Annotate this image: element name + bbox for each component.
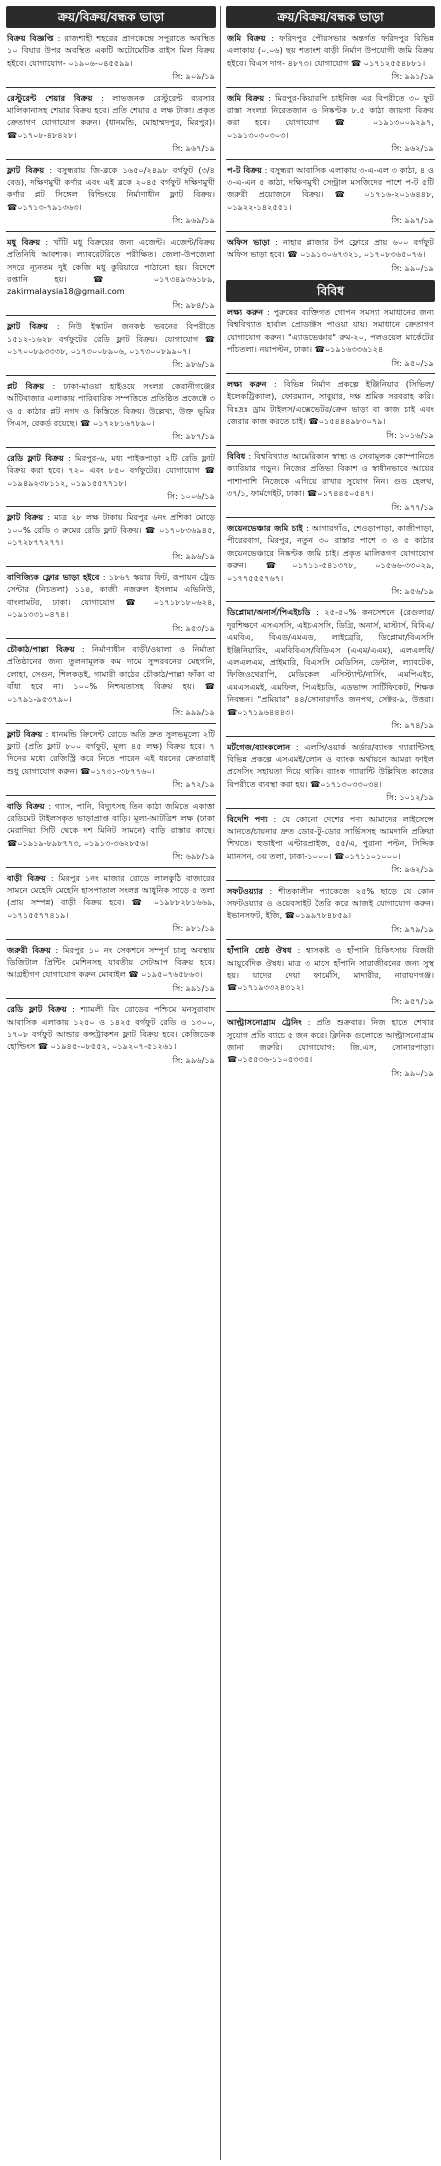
ad-code: সি: ৬৯৮/১৯ (172, 851, 215, 862)
ad-text (227, 813, 434, 863)
left-column (6, 6, 216, 1066)
ad-code: সি: ৯৯৯/১৯ (172, 707, 215, 718)
ad-body: : আগারগাঁও, শেওড়াপাড়া, কাজীপাড়া, পীরেরবাগ, মিরপুর, নতুন ৩০ রাস্তার পাশে ৩ ও ৫ কাঠার জয়েনভেঞ্চারে নিষ্কণ্টক জমি চাই। প্রকৃত মালিকগণ যোগাযোগ করুন। ☎০১৭১১-৫৪১৩৭৮, ০১৫৬৬-৩৩০২৯, ০১৭৭৫৫৫৭৬৭। (227, 523, 435, 583)
ad-title: রেডি ফ্লাট বিক্রয় (7, 1004, 67, 1015)
ad-separator (226, 517, 435, 518)
ad-text (227, 606, 434, 718)
misc-ad-list (226, 306, 435, 1079)
ad-title: ফ্লাট বিক্রয় (7, 728, 43, 739)
ad-separator (6, 867, 216, 868)
ad-code: সি: ৯৯৬/১৯ (172, 550, 215, 561)
ad-code: সি: ৯৬২/১৯ (391, 143, 434, 154)
section-header-misc: বিবিধ (226, 280, 435, 302)
classified-ad (226, 1016, 435, 1079)
ad-code: সি: ৯৯০/১৯ (391, 262, 434, 273)
classified-ad (6, 643, 216, 718)
ad-text (7, 380, 215, 430)
ad-text (227, 378, 434, 428)
ad-separator (226, 373, 435, 374)
ad-code: সি: ১০০৬/১৯ (167, 491, 215, 501)
ad-title: জমি বিক্রয় (227, 33, 266, 43)
ad-body: : পুরুষের ব্যক্তিগত গোপন সমস্যা সমাধানের জন্য বিশ্ববিখ্যাত হার্বাল প্রোডাক্টস পাওয়া যায়। সমাধানে ক্রেতাগণ যোগাযোগ করুন। "এ্যাডভেঞ্চার" রুম-২০, পলওয়েল মার্কেটের পাঁচতলা। নয়াপল্টন, ঢাকা। ☎০১৯১৬৩৩৬১২৪ (227, 306, 435, 355)
ad-code: সি: ৯৮৭/১৯ (172, 431, 215, 442)
ad-title: প্লট বিক্রয় (7, 380, 45, 391)
classified-ad (6, 800, 216, 863)
ad-code: সি: ৯৯১/১৯ (391, 71, 434, 82)
classified-ad (6, 236, 216, 311)
ad-text (227, 450, 434, 500)
ad-body: : নাহার প্লাজার টপ ফ্লোরে প্রায় ৬০০ বর্গফুট অফিস ভাড়া হবে। ☎ ০১৯১৩০৬৭৩২১, ০১৭০৮৩৬৫০৭৬। (227, 236, 434, 260)
ad-body: : বসুন্ধরায় জি-ব্লকে ১৬৫০/২৪৯৮ বর্গফুট (৩/৪ বেড), দক্ষিণমুখী কর্ণার এবং এই ব্লকে ২০৪৫ বর্গফুট দক্ষিণমুখী কর্ণার প্লট সিঙ্গেল বিল্ডিংয়ে নির্মাণাধীন ফ্লাট বিক্রয়। ☎০১৭১৩-৭৯১৩৬৩। (7, 164, 215, 212)
ad-title: রেডি ফ্লাট বিক্রয় (7, 452, 64, 463)
ad-body: : বিশ্ববিখ্যাত আমেরিকান স্বাস্থ্য ও সেবামূলক কোম্পানিতে ক্যারিয়ার গড়ুন। নিজের প্রতিভা বিকাশ ও স্বাধীনভাবে আয়ের পাশাপাশি নিজেকে এগিয়ে রাখার সুযোগ নিন। গুড হেলথ, ৩৭/১, ফার্মগেইট, ঢাকা। ☎০১৭৪৪৫০৫৪৭। (227, 450, 435, 499)
ad-text (7, 32, 215, 69)
classified-ad (226, 378, 435, 441)
ad-text (227, 236, 434, 261)
ad-text (227, 306, 434, 356)
classified-ad (6, 728, 216, 791)
classified-ad (226, 92, 435, 155)
ad-text (227, 32, 434, 69)
ad-body: : ফরিদপুর পৌরসভার অন্তর্গত ফরিদপুর বিভিন্ন এলাকায় (০.০৬) ছয় শতাংশ বাড়ী নির্মাণ উপযোগী জমি বিক্রয় হইবে। বিএস দাগ- ৪৮৭৩। যোগাযোগ ☎ ০১৭১২৫৫৪৮৮১। (227, 33, 435, 68)
ad-body: : গ্যাস, পানি, বিদ্যুৎসহ তিন কাঠা জমিতে একাত্তা রেডিমেট টাইলসকৃত ভাড়াপ্রাপ্ত বাড়ি। মূল্য-আটত্রিশ লক্ষ (ঢাকা মেরাদিয়া সিটি থেকে দশ মিনিট সামনে) বাড়ি রাস্তার কাছে। ☎০১৯১৯-৮৯৮৭৭৩, ০১৯১৩-৩৬২৮৫৬। (7, 800, 215, 848)
ad-code: সি: ৯৮৪/১৯ (172, 299, 215, 310)
classified-ad (6, 380, 216, 443)
ad-body: : খাঁটি মধু বিক্রয়ের জন্য এজেন্ট। এজেন্ট/বিক্রয় প্রতিনিধি আবশ্যক। ল্যাবরেটরিতে পরীক্ষিত। জেলা-উপজেলা সদরে ন্যূনতম দুই কেজি মধু কুরিয়ারে পাঠানো হয়। বিদেশে রপ্তানি হয়। ☎ ০১৭৩৪৯৩৬১৮৯, zakirmalaysia18@gmail.com (7, 236, 215, 297)
ad-separator (226, 445, 435, 446)
ad-title: জমি বিক্রয় (227, 92, 265, 103)
ad-code: সি: ৯৬৭/১৯ (172, 143, 215, 154)
ad-separator (226, 939, 435, 940)
ad-body: : নির্মাণাধীন বাড়ী/ওয়ালা ও নির্মাতা প্রতিষ্ঠানের জন্য তুলনামূলক কম দামে সুন্দরবনের মেহগনি, লোহা, সেগুন, শিলকড়ই, গামারী কাঠের চৌকাঠ/পাল্লা ফাঁকা বা বাঁধা হবে না। ১০০% নিশ্চয়তাসহ বিক্রয় হয়। ☎ ০১৭৯১-৯৫৩৭৯০। (7, 644, 216, 704)
ad-text (7, 236, 215, 298)
ad-separator (226, 1011, 435, 1012)
ad-text (227, 741, 434, 791)
ad-title: ডিপ্লোমা/অনার্স/পিএইচডি (227, 607, 311, 618)
ad-code: সি: ৯৫৭/১৯ (391, 995, 434, 1006)
ad-text (227, 164, 434, 214)
ad-text (7, 728, 215, 778)
ad-title: হাঁপানি শ্রেষ্ঠ ঔষধ (227, 945, 292, 956)
classified-ad (6, 1003, 216, 1066)
ad-title: ফ্লাট বিক্রয় (7, 512, 44, 523)
ad-title: বিদেশি পণ্য (227, 813, 268, 824)
left-ad-list (6, 32, 216, 1066)
section-header-buy-sell: ক্রয়/বিক্রয়/বন্ধক ভাড়া (6, 6, 216, 28)
ad-code: সি: ৯৮১/১৯ (172, 923, 215, 934)
ad-body: : মাত্র ২৮ লক্ষ টাকায় মিরপুর ৬নং প্রশিকা মোড়ে ১০০% রেডি ৩ রুমের রেডি ফ্লাট বিক্রয়। ☎ ০১৭০৮৩৬৯৪৫, ০১৭২৮৭৭২৭৭। (7, 512, 215, 548)
classified-ad (6, 32, 216, 83)
ad-body: : লাভজনক রেস্টুরেন্ট ব্যবসার মালিকানাসহ শেয়ার বিক্রয় হবে। প্রতি শেয়ার ৫ লক্ষ টাকা। প্রকৃত ক্রেতাগণ যোগাযোগ করুন। (ধানমন্ডি, মোহাম্মদপুর, মিরপুর)। ☎০১৭০৮-৪৮৪২৮। (7, 92, 215, 140)
ad-title: সফটওয়্যার (227, 885, 263, 896)
ad-title: লক্ষ্য করুন (227, 378, 267, 389)
ad-body: : মিরপুর-কিয়ারপি চাইনিজ এর বিপরীতে ৩০ ফুট রাস্তা সংলগ্ন নিরেতজান ও নিষ্কণ্টক ৮.৫ কাঠা জায়গা বিক্রয় করা হবে। যোগাযোগ ☎ ০১৯১৩০০৯২৯৭, ০১৯১৩০৩০৩০৩। (227, 92, 434, 140)
classified-ad (6, 164, 216, 227)
classified-ad (226, 164, 435, 227)
ad-separator (6, 566, 216, 567)
ad-code: সি: ৯৬৯/১৯ (172, 215, 215, 226)
ad-text (7, 452, 215, 489)
classified-ad (226, 741, 435, 804)
ad-text (7, 1003, 215, 1053)
ad-separator (226, 159, 435, 160)
ad-body: : বিভিন্ন নির্মাণ প্রকল্পে ইঞ্জিনিয়ার (সিভিল/ইলেকট্রিক্যাল), ফোরম্যান, সাবুয়ার, দক্ষ শ্রমিক সরবরাহ করি। বিঃদ্রঃ ড্রাম টাইলস/এক্সেভেটর/ক্রেন ভাড়া বা কাজ চাই এবং জেরার কাজ করতে চাই। ☎০১৫৪৪৪৯৮৩০৭৯। (227, 378, 435, 427)
ad-body: : প্রতি শুক্রবার। নিজ হাতে শেখার সুযোগ প্রতি ব্যাচে ৫ জন করে। ক্লিনিক গুলোতে আল্ট্রাসনোগ্রাম জানা জরুরি। যোগাযোগ: জি.এস, সোনারপাড়া। ☎০১৫৫৩৬-১১০৫৩৩৫। (227, 1017, 434, 1065)
ad-code: সি: ১০১৬/১৯ (386, 429, 434, 440)
ad-title: প-ট বিক্রয় (227, 164, 262, 175)
ad-body: : শীতকালীন প্যাকেজে ২৫% ছাড়ে যে কোন সফটওয়্যার ও ওয়েবসাইট তৈরি করে আজই যোগাযোগ করুন। ইভানসফট, ইজি, ☎০১৯৯৭৮৪৮৫৯। (227, 885, 434, 921)
section-header-buy-sell-right: ক্রয়/বিক্রয়/বন্ধক ভাড়া (226, 6, 435, 28)
ad-body: : ঢাকা-মাওয়া হাইওয়ে সংলগ্ন কেরানীগঞ্জের আঁটিবাজার এলাকায় পারিবারিক সম্পত্তিতে প্রতিষ্ঠিত প্রজেক্টে ৩ ও ৫ কাঠার প্লট নগদ ও কিস্তিতে বিক্রয়। উল্লেখ্য, উক্ত ভূমির সিএস, রেকর্ড রয়েছে। ☎ ০১৭২৮১৬৭৮৯০। (7, 380, 215, 428)
ad-body: : যে কোনো দেশের পণ্য আমাদের লাইসেন্সে আনতে/চায়নার দ্রুত ডোর-টু-ডোর সার্ভিসসহ আমদানি প্রক্রিয়া শিখতে। হুডাইপা এন্টারপ্রাইজ, ৫৫/এ, পুরানা পল্টন, সিদ্দিক ম্যানসন, ৩য় তলা, ঢাকা-১০০০। ☎০১৭১১০১০০০। (227, 813, 434, 861)
ad-text (227, 92, 434, 142)
ad-body: : বসুন্ধরা আবাসিক এলাকায় ৩-এ-এল ৩ কাঠা, ৪ ও ৩-এ-এন ৫ কাঠা, দক্ষিণমুখী সেন্ট্রাল মসজিদের পাশে প-ট ৫টি জরুরী প্রয়োজনে বিক্রয়। ☎ ০১৭১৬-২০১৬৪৪৮, ০১৯২২-১৪২৫৫১। (227, 164, 434, 212)
ad-body: : ১৮৬৭ স্কয়ার ফিট, রূপায়ন ট্রেড সেন্টার (নিচতলা) ১১৪, কাজী নজরুল ইসলাম এভিনিউ, বাংলামটর, ঢাকা। যোগাযোগ ☎ ০১৭১৮১৮০৬২৪, ০১৯১৩৩১০৪৭৪। (7, 572, 215, 620)
ad-body: : নিউ ইস্কাটন জনকণ্ঠ ভবনের বিপরীতে ১৫১২-১৬২৮ বর্গফুটের রেডি ফ্লাট বিক্রয়। যোগাযোগ ☎ ০১৭০০৮৯৩৩৩৮, ০১৭৩০০৮৯০৬, ০১৭৩০০৮৯৯০৭। (7, 321, 215, 356)
ad-code: সি: ৯৭৯/১৯ (391, 923, 434, 934)
ad-body: : এলসি/ওয়ার্ক অর্ডার/ব্যাংক গ্যারান্টিসহ বিভিন্ন প্রকল্পে এসএমই/লোন ও ব্যাংক অর্থায়নে আমরা ফাইল প্রসেসিং সহায়তা দিয়ে থাকি। ব্যাংক গ্যারান্টি উল্লিখিত কাজের বিপরীতে ব্যবস্থা করা হয়। ☎০১৭১৩০৩৩০৩৪। (227, 741, 435, 789)
ad-text (7, 872, 215, 922)
ad-code: সি: ৯৯০/১৯ (391, 1067, 434, 1078)
ad-body: : ধানমন্ডি ক্রিসেন্ট রোডে অতি দ্রুত সুলভমূল্যে ২টি ফ্লাট (প্রতি ফ্লাট ৮০০ বর্গফুট, মূল্য ৪৫ লক্ষ) বিক্রয় হবে। ৭ দিনের মধ্যে রেজিস্ট্রি করে নিতে পারেন এই ধরনের ক্রেতারাই শুধু যোগাযোগ করুন। ☎০১৭৩১-৩৮৭৭৬০। (7, 728, 215, 776)
classified-ad (226, 606, 435, 731)
ad-title: বিবিধ (227, 450, 246, 461)
ad-code: সি: ৯৮৬/১৯ (172, 359, 215, 370)
ad-text (7, 643, 215, 705)
ad-code: সি: ৯৬২/১৯ (391, 864, 434, 875)
classified-ad (226, 236, 435, 274)
ad-code: সি: ৯০৯/১৯ (172, 71, 215, 82)
classified-ad (6, 452, 216, 503)
ad-separator (6, 159, 216, 160)
ad-separator (226, 87, 435, 88)
ad-code: সি: ১০১২/১৯ (386, 792, 434, 803)
ad-body: : মিরপুর-৬, মধ্য পাইকপাড়া ২টি রেডি ফ্লাট বিক্রয় করা হবে। ৭২০ এবং ৮৫০ বর্গফুটের। যোগাযোগ ☎ ০১৯৪৯২৩৮১১২, ০১৯১৫৫৭৭১৮। (7, 452, 215, 488)
ad-code: সি: ৯৯৬/১৯ (172, 1054, 215, 1065)
ad-text (227, 522, 434, 584)
classified-ad (6, 872, 216, 935)
ad-separator (226, 231, 435, 232)
ad-title: মর্টগেজ/ব্যাংকলোন (227, 741, 291, 752)
classified-ad (6, 944, 216, 995)
ad-title: বাড়ী বিক্রয় (7, 872, 46, 883)
classified-ad (226, 32, 435, 83)
ad-code: সি: ৯৯১/১৯ (172, 982, 215, 993)
ad-title: বাড়ি বিক্রয় (7, 800, 45, 811)
classified-ad (226, 522, 435, 597)
ad-text (7, 164, 215, 214)
ad-separator (6, 723, 216, 724)
ad-body: : রাজশাহী শহরের প্রাণকেন্দ্রে সপুরাতে অবস্থিত ১০ বিঘার উপর অবস্থিত একটি অটোমেটিক রাইস মিল বিক্রয় হইবে। যোগাযোগ- ০১৯০৬-০৪৫৫৯৯। (7, 33, 215, 68)
ad-code: সি: ৯৫৩/১৯ (172, 622, 215, 633)
ad-title: মধু বিক্রয় (7, 236, 41, 247)
ad-title: বাণিজ্যিক ফ্লোর ভাড়া হইবে (7, 572, 100, 583)
ad-code: সি: ৯৭২/১৯ (172, 779, 215, 790)
ad-title: ফ্লাট বিক্রয় (7, 164, 45, 175)
classified-ad (6, 571, 216, 634)
ad-code: সি: ৯৫৬/১৯ (391, 586, 434, 597)
ad-title: অফিস ভাড়া (227, 236, 270, 247)
ad-title: আল্ট্রাসনোগ্রাম ট্রেনিং (227, 1017, 302, 1028)
ad-code: সি: ৯৭৭/১৯ (391, 501, 434, 512)
ad-body: : ২৫-৫০% কনসেশনে (রেগুলার/দূরশিক্ষণে এসএসসি, এইচএসসি, ডিগ্রি, অনার্স, মাস্টার্স, বিবিএ/এমবিএ, বিএড/এমএড, লাইব্রেরি, ডিপ্লোমা/বিএসসি ইঞ্জিনিয়ারিং, এমবিবিএস/বিডিএস (এএম/এএম), এলএলবি/এলএলএম, প্রাইমারি, বিএসসি মেডিসিন, ডেন্টাল, ল্যাবটেক, ফিজিওথেরাপি, মেডিকেল এসিস্ট্যান্ট/নার্সিং, এমপিএইচ, এমএসএমই, এমফিল, পিএইচডি, এডভান্স সার্টিফিকেট, শিক্ষক নিবন্ধন। "প্রমিয়ার" ৪৪/সোনারগাঁও জনপথ, সেক্টর-৯, উত্তরা। ☎০১৭১৯৬৪৪৪৩। (227, 607, 434, 717)
ad-text (227, 885, 434, 922)
ad-title: ফ্লাট বিক্রয় (7, 321, 48, 332)
ad-separator (6, 506, 216, 507)
ad-text (7, 800, 215, 850)
ad-separator (226, 736, 435, 737)
ad-separator (6, 998, 216, 999)
ad-code: সি: ৯৭৪/১৯ (391, 720, 434, 731)
classified-ad (6, 511, 216, 562)
ad-body: : মিরপুর ১০ নং সেকশনে সম্পূর্ণ চালু অবস্থায় ডিজিটাল প্রিন্টিং মেশিনসহ যাবতীয় সেটআপ বিক্রয় হবে। আগ্রহীগণ যোগাযোগ করুন মোবাইল ☎ ০১৯৫০৭৬৫৮৬৩। (7, 944, 216, 980)
ad-separator (6, 375, 216, 376)
ad-title: চৌকাঠ/পাল্লা বিক্রয় (7, 644, 75, 655)
ad-text (7, 944, 215, 981)
ad-text (227, 1016, 434, 1066)
ad-separator (6, 939, 216, 940)
ad-text (7, 92, 215, 142)
ad-code: সি: ৯৯৭/১৯ (391, 215, 434, 226)
column-divider (220, 6, 221, 2160)
ad-title: রেস্টুরেন্ট শেয়ার বিক্রয় (7, 92, 93, 103)
ad-separator (226, 808, 435, 809)
ad-separator (6, 315, 216, 316)
ad-body: : শ্বাসকষ্ট ও হাঁপানি চিকিৎসায় বিজয়ী আয়ুর্বেদিক ঔষধ। মাত্র ৩ মাসে হাঁপানি সারাজীবনের জন্য সুস্থ হয়। যাদের দেয়া ফার্মেসি, মাদারীর, নারায়ণগঞ্জ। ☎০১৭১৯৩৩২৪৩১২। (227, 945, 434, 993)
ad-code: সি: ৯৫০/১৯ (391, 357, 434, 368)
ad-body: : শ্যামলী রিং রোডের পশ্চিমে মনসুরাবাদ আবাসিক এলাকায় ১২৫০ ও ১৪২৫ বর্গফুট রেডি ও ১৩০০, ১৭০৮ বর্গফুট আন্ডার কন্সট্রাকশন ফ্লাট বিক্রয় হবে। কেজিডেক হোল্ডিংস ☎ ০১৯৪৫-০৮৫৫২, ০১৯২০৭-৫১২৬১। (7, 1004, 215, 1052)
ad-title: জয়েনভেঞ্চার জমি চাই (227, 523, 303, 533)
ad-separator (226, 880, 435, 881)
classified-ad (226, 450, 435, 513)
classified-ad (6, 320, 216, 371)
ad-title: জরুরী বিক্রয় (7, 944, 51, 955)
ad-text (7, 511, 215, 548)
classified-ad (6, 92, 216, 155)
classified-ad (226, 885, 435, 936)
right-ad-list (226, 32, 435, 274)
classified-ad (226, 813, 435, 876)
ad-separator (6, 231, 216, 232)
right-column (226, 6, 435, 1079)
ad-separator (226, 601, 435, 602)
ad-title: বিক্রয় বিজ্ঞপ্তি (7, 33, 54, 43)
ad-title: লক্ষ্য করুন (227, 306, 264, 317)
ad-separator (6, 447, 216, 448)
ad-body: : মিরপুর ১নং মাজার রোডে লালকুঠি বাজারের সামনে মেহেদি মেহেনি হাসপাতাল সংলগ্ন আধুনিক সাড়ে ৫ তলা (প্রায় সম্পন্ন) বাড়ী বিক্রয় হবে। ☎ ০১৯৮৮২৮১৬৬৯, ০১৭১৫৫৭৭৪১৯। (7, 872, 215, 920)
ad-separator (6, 87, 216, 88)
ad-text (7, 320, 215, 357)
classified-ad (226, 944, 435, 1007)
ad-separator (6, 795, 216, 796)
classified-ad (226, 306, 435, 369)
ad-text (227, 944, 434, 994)
ad-text (7, 571, 215, 621)
ad-separator (6, 638, 216, 639)
